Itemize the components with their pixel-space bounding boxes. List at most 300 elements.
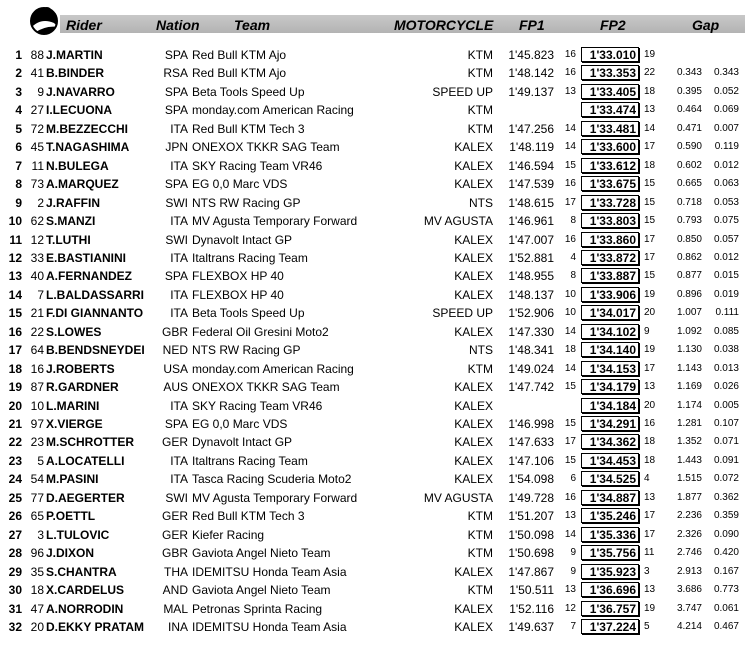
table-row [0, 470, 745, 489]
team-cell: MV Agusta Temporary Forward [192, 214, 358, 229]
rider-name-cell: M.SCHROTTER [46, 435, 134, 450]
motorcycle-cell: KALEX [454, 287, 493, 302]
motorcycle-cell: SPEED UP [432, 306, 493, 321]
gap-previous-cell: 0.420 [713, 547, 739, 559]
rider-name-cell: X.CARDELUS [46, 583, 125, 598]
position-cell: 27 [8, 527, 22, 542]
gap-previous-cell: 0.019 [713, 288, 739, 300]
rider-number-cell: 22 [30, 324, 44, 339]
motorcycle-cell: NTS [469, 343, 493, 358]
fp1-time-cell: 1'45.823 [508, 48, 554, 62]
fp2-lap-cell: 11 [644, 547, 655, 559]
rider-number-cell: 45 [30, 140, 44, 155]
fp1-time-cell: 1'47.256 [508, 121, 554, 136]
position-cell: 18 [8, 361, 22, 376]
rider-number-cell: 12 [30, 232, 44, 247]
rider-number-cell: 96 [30, 546, 44, 561]
position-cell: 28 [8, 546, 22, 561]
gap-first-cell: 0.343 [676, 67, 702, 79]
gap-first-cell: 1.877 [676, 491, 702, 503]
rider-name-cell: E.BASTIANINI [46, 250, 127, 265]
gap-first-cell: 1.281 [676, 418, 702, 429]
gap-first-cell: 2.326 [676, 528, 702, 540]
table-row [0, 304, 745, 323]
motorcycle-cell: KALEX [454, 398, 493, 413]
position-cell: 5 [15, 121, 22, 136]
nation-cell: ITA [170, 250, 188, 265]
team-cell: MV Agusta Temporary Forward [192, 490, 358, 505]
nation-cell: SPA [164, 103, 188, 118]
table-row [0, 360, 745, 379]
gap-first-cell: 2.236 [676, 510, 702, 522]
fp1-lap-cell: 15 [564, 418, 576, 429]
nation-cell: GBR [161, 546, 188, 561]
fp2-time-cell: 1'33.887 [581, 268, 639, 283]
rider-name-cell: J.NAVARRO [46, 84, 115, 99]
fp1-time-cell: 1'49.728 [508, 490, 554, 505]
team-cell: Red Bull KTM Tech 3 [192, 121, 305, 136]
fp2-lap-cell: 18 [644, 159, 656, 171]
fp1-time-cell: 1'47.539 [508, 177, 554, 192]
gap-first-cell: 0.793 [676, 215, 702, 227]
fp1-lap-cell: 6 [570, 473, 576, 485]
fp2-lap-cell: 13 [644, 104, 656, 116]
fp2-lap-cell: 9 [644, 325, 650, 337]
gap-previous-cell: 0.012 [713, 159, 739, 171]
table-row [0, 64, 745, 83]
gap-previous-cell: 0.069 [713, 104, 739, 116]
motorcycle-cell: KALEX [454, 564, 493, 579]
rider-number-cell: 9 [37, 84, 44, 99]
team-cell: IDEMITSU Honda Team Asia [192, 619, 347, 634]
fp1-time-cell: 1'52.881 [508, 250, 554, 265]
rider-name-cell: M.BEZZECCHI [46, 121, 128, 136]
motorcycle-cell: KALEX [454, 158, 493, 173]
motorcycle-cell: MV AGUSTA [423, 490, 493, 505]
rider-name-cell: A.LOCATELLI [46, 453, 125, 468]
rider-number-cell: 10 [30, 398, 44, 413]
team-cell: SKY Racing Team VR46 [192, 398, 323, 413]
fp2-time-cell: 1'35.336 [581, 527, 639, 542]
team-cell: Red Bull KTM Ajo [192, 66, 287, 81]
position-cell: 11 [9, 232, 22, 247]
rider-name-cell: R.GARDNER [46, 380, 119, 395]
nation-cell: ITA [170, 287, 188, 302]
fp2-time-cell: 1'33.728 [581, 195, 639, 210]
gap-first-cell: 2.913 [676, 565, 702, 577]
fp1-lap-cell: 10 [564, 288, 576, 300]
nation-cell: AUS [163, 380, 188, 395]
fp1-lap-cell: 14 [564, 122, 576, 134]
gap-first-cell: 0.877 [676, 270, 702, 282]
gap-first-cell: 1.169 [676, 381, 702, 393]
rider-number-cell: 35 [30, 564, 44, 579]
motorcycle-cell: KTM [467, 121, 493, 136]
header-fp2: FP2 [600, 17, 626, 33]
nation-cell: SPA [164, 84, 188, 99]
position-cell: 3 [15, 84, 22, 99]
fp2-time-cell: 1'33.675 [581, 176, 639, 191]
fp1-lap-cell: 16 [564, 233, 576, 245]
nation-cell: RSA [163, 66, 188, 81]
gap-previous-cell: 0.119 [714, 141, 739, 153]
rider-number-cell: 54 [30, 472, 44, 487]
position-cell: 2 [15, 66, 22, 81]
rider-name-cell: S.MANZI [46, 214, 96, 229]
fp2-lap-cell: 4 [644, 473, 650, 485]
fp1-lap-cell: 17 [564, 196, 576, 208]
fp1-lap-cell: 14 [564, 325, 576, 337]
nation-cell: SPA [164, 417, 188, 431]
gap-previous-cell: 0.061 [713, 602, 739, 614]
gap-first-cell: 1.352 [676, 436, 702, 448]
fp1-lap-cell: 9 [570, 565, 576, 577]
table-row [0, 286, 745, 305]
position-cell: 7 [15, 158, 22, 173]
gap-first-cell: 2.746 [676, 547, 702, 559]
position-cell: 26 [8, 509, 22, 524]
nation-cell: ITA [170, 472, 188, 487]
position-cell: 22 [8, 435, 22, 450]
rider-name-cell: J.MARTIN [46, 48, 103, 62]
fp1-lap-cell: 14 [564, 362, 576, 374]
gap-first-cell: 4.214 [676, 620, 702, 632]
header-nation: Nation [156, 17, 200, 33]
rider-name-cell: A.MARQUEZ [46, 177, 119, 192]
nation-cell: ITA [170, 453, 188, 468]
fp1-time-cell: 1'47.330 [508, 324, 554, 339]
fp1-time-cell: 1'48.341 [508, 343, 554, 358]
table-row [0, 507, 745, 526]
table-row [0, 397, 745, 416]
gap-previous-cell: 0.343 [713, 67, 739, 79]
gap-previous-cell: 0.111 [715, 307, 739, 319]
fp2-lap-cell: 19 [644, 288, 656, 300]
table-row [0, 46, 745, 65]
rider-name-cell: A.NORRODIN [46, 601, 124, 616]
position-cell: 20 [8, 398, 22, 413]
header-team: Team [234, 17, 271, 33]
table-row [0, 101, 745, 120]
gap-first-cell: 0.590 [676, 141, 702, 153]
motorcycle-cell: KALEX [454, 417, 493, 431]
gap-first-cell: 0.665 [676, 178, 702, 190]
gap-first-cell: 1.092 [676, 325, 702, 337]
header-rider: Rider [66, 17, 102, 33]
fp2-time-cell: 1'33.474 [581, 102, 639, 117]
position-cell: 16 [8, 324, 22, 339]
motorcycle-cell: KTM [467, 103, 493, 118]
fp1-time-cell: 1'54.098 [508, 472, 554, 487]
fp2-lap-cell: 15 [644, 270, 656, 282]
fp1-time-cell: 1'50.511 [509, 583, 554, 598]
fp1-lap-cell: 13 [564, 85, 576, 97]
rider-name-cell: L.BALDASSARRI [46, 287, 144, 302]
position-cell: 4 [15, 103, 22, 118]
table-row [0, 452, 745, 471]
gap-previous-cell: 0.167 [713, 565, 739, 577]
header-gap: Gap [692, 17, 720, 33]
team-cell: ONEXOX TKKR SAG Team [192, 380, 340, 395]
team-cell: SKY Racing Team VR46 [192, 158, 323, 173]
rider-number-cell: 7 [37, 287, 44, 302]
team-cell: Kiefer Racing [192, 527, 265, 542]
nation-cell: ITA [170, 398, 188, 413]
table-row [0, 83, 745, 102]
gap-first-cell: 1.007 [676, 307, 702, 319]
fp2-time-cell: 1'35.923 [581, 564, 639, 579]
rider-number-cell: 27 [30, 103, 44, 118]
gap-first-cell: 1.130 [676, 344, 702, 356]
team-cell: Red Bull KTM Ajo [192, 48, 287, 62]
rider-name-cell: N.BULEGA [46, 158, 109, 173]
rider-number-cell: 11 [31, 158, 44, 173]
nation-cell: JPN [165, 140, 188, 155]
fp1-time-cell: 1'47.742 [508, 380, 554, 395]
position-cell: 10 [8, 214, 22, 229]
nation-cell: ITA [170, 158, 188, 173]
gap-previous-cell: 0.072 [713, 473, 739, 485]
fp2-lap-cell: 5 [644, 620, 650, 632]
rider-name-cell: P.OETTL [46, 509, 96, 524]
fp2-time-cell: 1'36.696 [581, 582, 639, 597]
header-motorcycle: MOTORCYCLE [394, 17, 494, 33]
motorcycle-cell: KTM [467, 361, 493, 376]
fp2-lap-cell: 20 [644, 399, 656, 411]
position-cell: 12 [8, 250, 22, 265]
gap-previous-cell: 0.052 [713, 85, 739, 97]
fp2-lap-cell: 20 [644, 307, 656, 319]
table-row [0, 120, 745, 139]
gap-previous-cell: 0.107 [713, 418, 739, 429]
gap-first-cell: 1.143 [676, 362, 702, 374]
table-row [0, 378, 745, 397]
fp1-lap-cell: 18 [564, 344, 576, 356]
fp1-lap-cell: 16 [564, 67, 576, 79]
fp1-time-cell: 1'48.142 [508, 66, 554, 81]
nation-cell: GER [161, 435, 188, 450]
fp2-lap-cell: 13 [644, 491, 656, 503]
motorcycle-cell: KALEX [454, 601, 493, 616]
motorcycle-cell: KALEX [454, 324, 493, 339]
table-row [0, 600, 745, 619]
motorcycle-cell: KTM [467, 509, 493, 524]
rider-number-cell: 5 [37, 453, 44, 468]
nation-cell: SPA [164, 269, 188, 284]
fp2-lap-cell: 17 [644, 233, 656, 245]
rider-name-cell: X.VIERGE [46, 417, 103, 431]
fp2-time-cell: 1'34.184 [581, 398, 639, 413]
fp2-time-cell: 1'33.353 [581, 65, 639, 80]
motorcycle-cell: KTM [467, 583, 493, 598]
fp1-time-cell: 1'48.615 [508, 195, 554, 210]
fp2-lap-cell: 3 [644, 565, 650, 577]
motorcycle-cell: KALEX [454, 177, 493, 192]
fp1-time-cell: 1'46.961 [508, 214, 554, 229]
fp2-lap-cell: 19 [644, 602, 656, 614]
nation-cell: GBR [161, 324, 188, 339]
team-cell: FLEXBOX HP 40 [192, 287, 284, 302]
gap-previous-cell: 0.013 [713, 362, 739, 374]
gap-previous-cell: 0.362 [713, 491, 739, 503]
rider-name-cell: T.NAGASHIMA [46, 140, 130, 155]
fp1-lap-cell: 15 [564, 454, 576, 466]
fp1-lap-cell: 15 [564, 159, 576, 171]
table-row [0, 249, 745, 268]
gap-first-cell: 0.395 [676, 85, 702, 97]
motorcycle-cell: MV AGUSTA [423, 214, 493, 229]
table-row [0, 267, 745, 286]
team-cell: NTS RW Racing GP [192, 195, 301, 210]
gap-previous-cell: 0.007 [713, 122, 739, 134]
team-cell: Italtrans Racing Team [192, 250, 308, 265]
rider-number-cell: 88 [30, 48, 44, 62]
motorcycle-cell: KTM [467, 66, 493, 81]
fp2-lap-cell: 17 [644, 251, 656, 263]
motorcycle-cell: NTS [469, 195, 493, 210]
motorcycle-cell: KALEX [454, 435, 493, 450]
fp1-lap-cell: 8 [570, 215, 576, 227]
fp2-time-cell: 1'34.153 [581, 361, 639, 376]
fp1-time-cell: 1'46.594 [508, 158, 554, 173]
rider-name-cell: J.ROBERTS [46, 361, 115, 376]
fp1-lap-cell: 13 [564, 510, 576, 522]
position-cell: 29 [8, 564, 22, 579]
fp1-lap-cell: 10 [564, 307, 576, 319]
fp1-lap-cell: 16 [564, 49, 576, 60]
team-cell: Beta Tools Speed Up [192, 306, 305, 321]
table-row [0, 581, 745, 600]
rider-name-cell: F.DI GIANNANTO [46, 306, 144, 321]
fp2-time-cell: 1'33.803 [581, 213, 639, 228]
fp1-lap-cell: 17 [564, 436, 576, 448]
gap-previous-cell: 0.038 [713, 344, 739, 356]
rider-number-cell: 73 [30, 177, 44, 192]
rider-number-cell: 40 [30, 269, 44, 284]
rider-number-cell: 16 [30, 361, 44, 376]
fp2-time-cell: 1'33.860 [581, 232, 639, 247]
fp2-time-cell: 1'35.246 [581, 508, 639, 523]
motorcycle-cell: KALEX [454, 140, 493, 155]
fp2-lap-cell: 15 [644, 178, 656, 190]
gap-previous-cell: 0.063 [713, 178, 739, 190]
fp1-lap-cell: 16 [564, 178, 576, 190]
fp1-lap-cell: 15 [564, 381, 576, 393]
fp2-lap-cell: 19 [644, 49, 656, 60]
fp1-time-cell: 1'49.637 [508, 619, 554, 634]
motorcycle-rider-icon [24, 3, 64, 35]
gap-first-cell: 0.718 [676, 196, 702, 208]
rider-name-cell: B.BENDSNEYDEI [46, 343, 145, 358]
gap-previous-cell: 0.026 [713, 381, 739, 393]
fp2-time-cell: 1'34.102 [581, 324, 639, 339]
rider-number-cell: 23 [30, 435, 44, 450]
table-row [0, 138, 745, 157]
team-cell: Tasca Racing Scuderia Moto2 [192, 472, 352, 487]
rider-number-cell: 77 [30, 490, 44, 505]
nation-cell: AND [162, 583, 188, 598]
fp2-lap-cell: 13 [644, 584, 656, 596]
rider-name-cell: A.FERNANDEZ [46, 269, 132, 284]
gap-first-cell: 1.174 [676, 399, 702, 411]
team-cell: Dynavolt Intact GP [192, 232, 293, 247]
motorcycle-cell: KALEX [454, 232, 493, 247]
fp1-time-cell: 1'52.116 [509, 601, 554, 616]
fp2-time-cell: 1'34.362 [581, 434, 639, 449]
fp1-time-cell: 1'49.024 [508, 361, 554, 376]
nation-cell: NED [162, 343, 188, 358]
fp2-time-cell: 1'34.291 [581, 416, 639, 431]
gap-previous-cell: 0.005 [713, 399, 739, 411]
motorcycle-cell: SPEED UP [432, 84, 493, 99]
fp1-time-cell: 1'50.098 [508, 527, 554, 542]
fp2-lap-cell: 17 [644, 362, 656, 374]
gap-previous-cell: 0.075 [713, 215, 739, 227]
team-cell: Red Bull KTM Tech 3 [192, 509, 305, 524]
position-cell: 21 [8, 417, 22, 431]
nation-cell: SPA [164, 48, 188, 62]
fp1-time-cell: 1'46.998 [508, 417, 554, 431]
position-cell: 14 [8, 287, 22, 302]
gap-first-cell: 0.896 [676, 288, 702, 300]
table-row [0, 323, 745, 342]
position-cell: 32 [8, 619, 22, 634]
nation-cell: SWI [165, 195, 188, 210]
gap-previous-cell: 0.090 [713, 528, 739, 540]
gap-previous-cell: 0.057 [713, 233, 739, 245]
nation-cell: SWI [165, 490, 188, 505]
rider-name-cell: J.DIXON [46, 546, 95, 561]
fp1-lap-cell: 13 [564, 584, 576, 596]
fp2-time-cell: 1'33.600 [581, 139, 639, 154]
rider-name-cell: T.LUTHI [46, 232, 91, 247]
rider-name-cell: S.LOWES [46, 324, 102, 339]
position-cell: 9 [15, 195, 22, 210]
table-row [0, 563, 745, 582]
rider-name-cell: J.RAFFIN [46, 195, 100, 210]
nation-cell: GER [161, 509, 188, 524]
rider-name-cell: D.AEGERTER [46, 490, 125, 505]
gap-previous-cell: 0.091 [713, 454, 739, 466]
gap-first-cell: 1.515 [676, 473, 702, 485]
team-cell: FLEXBOX HP 40 [192, 269, 284, 284]
fp2-time-cell: 1'33.010 [581, 47, 639, 62]
team-cell: EG 0,0 Marc VDS [192, 177, 288, 192]
fp2-time-cell: 1'33.872 [581, 250, 639, 265]
nation-cell: ITA [170, 214, 188, 229]
fp1-lap-cell: 8 [570, 270, 576, 282]
fp2-time-cell: 1'35.756 [581, 545, 639, 560]
rider-number-cell: 41 [30, 66, 44, 81]
fp1-lap-cell: 4 [570, 251, 576, 263]
gap-first-cell: 0.464 [676, 104, 702, 116]
fp2-lap-cell: 15 [644, 215, 656, 227]
position-cell: 23 [8, 453, 22, 468]
fp2-lap-cell: 19 [644, 344, 656, 356]
fp2-lap-cell: 16 [644, 418, 656, 429]
nation-cell: INA [167, 619, 188, 634]
team-cell: Gaviota Angel Nieto Team [192, 546, 331, 561]
gap-previous-cell: 0.359 [713, 510, 739, 522]
fp2-time-cell: 1'34.525 [581, 471, 639, 486]
fp1-time-cell: 1'48.119 [509, 140, 554, 155]
fp1-lap-cell: 14 [564, 141, 576, 153]
rider-number-cell: 62 [30, 214, 44, 229]
fp1-lap-cell: 16 [564, 491, 576, 503]
motorcycle-cell: KALEX [454, 269, 493, 284]
table-row [0, 489, 745, 508]
position-cell: 31 [8, 601, 22, 616]
